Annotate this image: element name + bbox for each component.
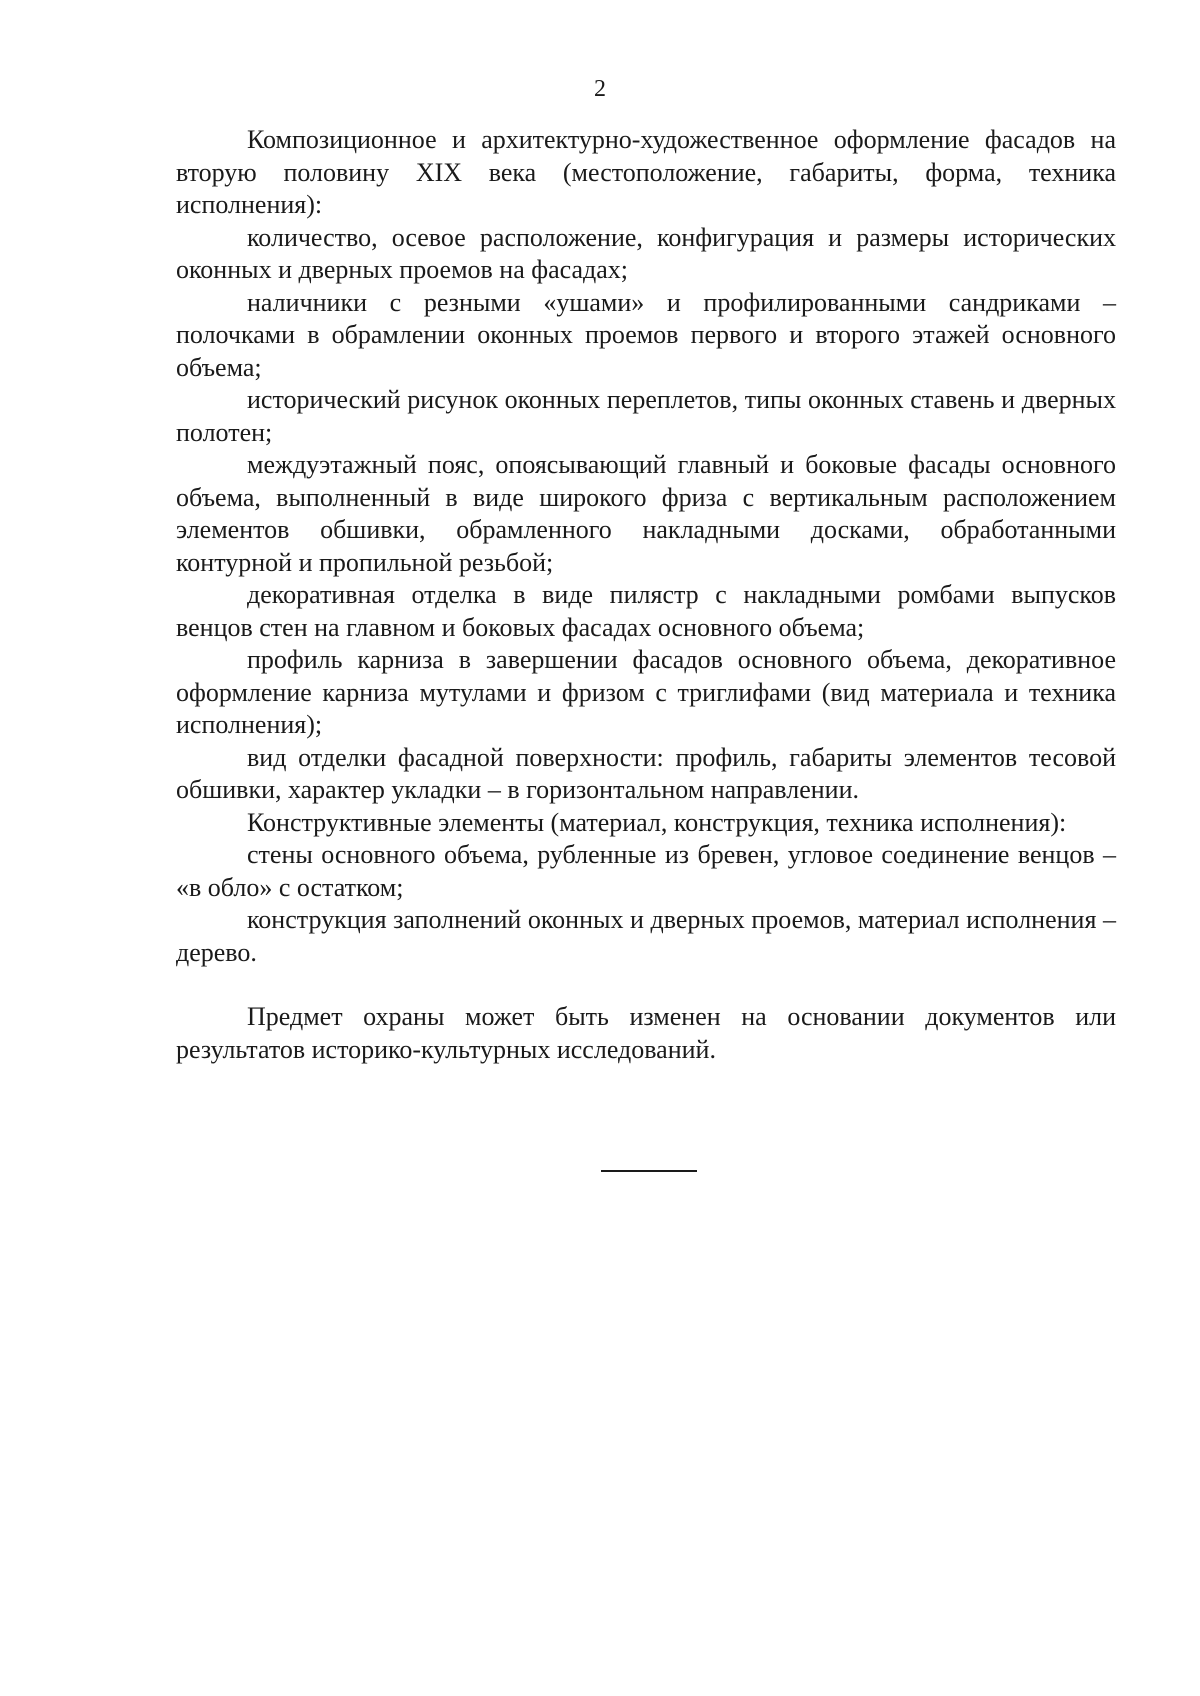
paragraph-facades-heading: Композиционное и архитектурно-художественное оформление фасадов на вторую половину XIX века (местоположение, габариты, форма, техника исполнения): <box>176 125 1116 219</box>
paragraph-fillings: конструкция заполнений оконных и дверных проемов, материал исполнения – дерево. <box>176 905 1116 967</box>
paragraph-platbands: наличники с резными «ушами» и профилированными сандриками – полочками в обрамлении оконных проемов первого и второго этажей основного объема; <box>176 287 1116 382</box>
paragraph-walls: стены основного объема, рубленные из бревен, угловое соединение венцов – «в обло» с остатком; <box>176 840 1116 902</box>
page-number: 2 <box>594 76 606 102</box>
paragraph-cornice: профиль карниза в завершении фасадов основного объема, декоративное оформление карниза мутулами и фризом с триглифами (вид материала и техника исполнения); <box>176 645 1116 739</box>
paragraph-pilasters: декоративная отделка в виде пилястр с накладными ромбами выпусков венцов стен на главном и боковых фасадах основного объема; <box>176 580 1116 642</box>
paragraph-structural-heading: Конструктивные элементы (материал, конструкция, техника исполнения): <box>247 807 1067 837</box>
paragraph-facade-finish: вид отделки фасадной поверхности: профиль, габариты элементов тесовой обшивки, характер укладки – в горизонтальном направлении. <box>176 742 1116 804</box>
document-body <box>176 124 1116 1066</box>
paragraph-interfloor-belt: междуэтажный пояс, опоясывающий главный и боковые фасады основного объема, выполненный в виде широкого фриза с вертикальным расположением элементов обшивки, обрамленного накладными досками, обработанными контурной и пропильной резьбой; <box>176 450 1116 577</box>
end-of-document-rule <box>601 1170 697 1172</box>
paragraph-openings: количество, осевое расположение, конфигурация и размеры исторических оконных и дверных проемов на фасадах; <box>176 222 1116 284</box>
paragraph-window-pattern: исторический рисунок оконных переплетов, типы оконных ставень и дверных полотен; <box>176 385 1116 447</box>
paragraph-closing-note: Предмет охраны может быть изменен на основании документов или результатов историко-культурных исследований. <box>176 1002 1116 1064</box>
